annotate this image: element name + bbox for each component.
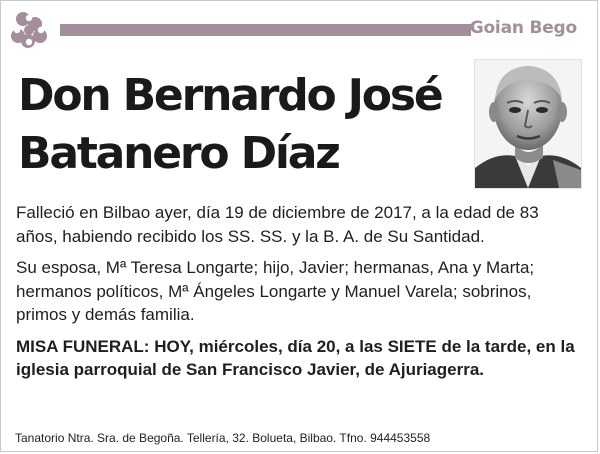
death-notice-paragraph: Falleció en Bilbao ayer, día 19 de diciembre de 2017, a la edad de 83 años, habiendo recibido los SS. SS. y la B. A. de Su Santidad.	[16, 203, 539, 246]
brand-label: Goian Bego	[469, 18, 577, 38]
lauburu-icon	[6, 7, 52, 53]
portrait-photo	[474, 59, 582, 189]
deceased-name	[18, 67, 458, 183]
portrait-image	[475, 60, 581, 188]
obituary-body	[16, 201, 576, 390]
funeral-home-footer: Tanatorio Ntra. Sra. de Begoña. Tellería, 32. Bolueta, Bilbao. Tfno. 944453558	[15, 431, 431, 445]
funeral-mass-paragraph: MISA FUNERAL: HOY, miércoles, día 20, a las SIETE de la tarde, en la iglesia parroquial de San Francisco Javier, de Ajuriagerra.	[16, 336, 575, 379]
name-line-1: Don Bernardo José	[18, 70, 442, 121]
header-band	[60, 24, 471, 36]
family-paragraph: Su esposa, Mª Teresa Longarte; hijo, Javier; hermanas, Ana y Marta; hermanos políticos, Mª Ángeles Longarte y Manuel Varela; sobrinos, primos y demás familia.	[16, 258, 535, 324]
name-line-2: Batanero Díaz	[18, 128, 339, 179]
